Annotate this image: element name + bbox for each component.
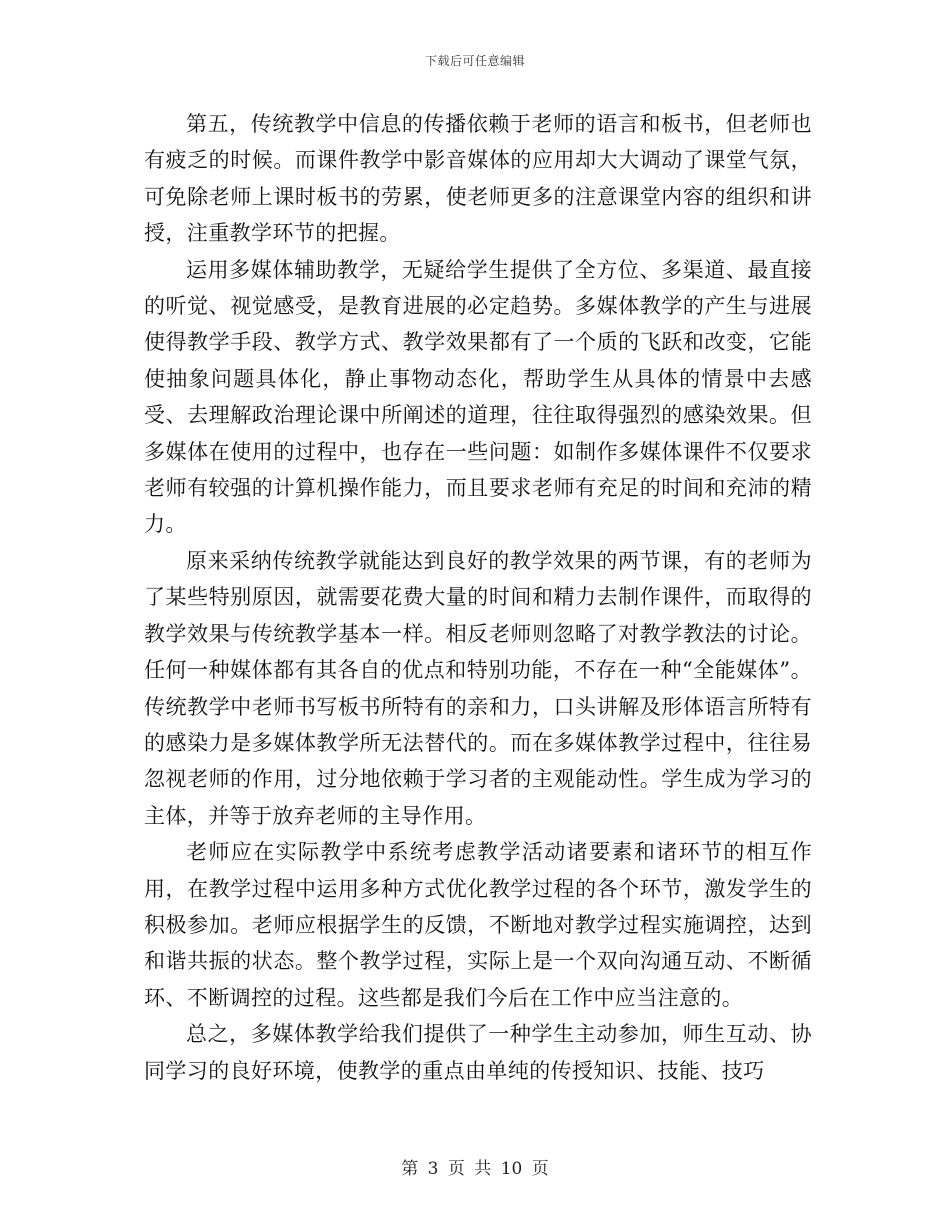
header-note: 下载后可任意编辑: [424, 54, 525, 68]
paragraph: 总之，多媒体教学给我们提供了一种学生主动参加，师生互动、协同学习的良好环境，使教学的重点由单纯的传授知识、技能、技巧: [144, 1022, 812, 1083]
paragraph: 运用多媒体辅助教学，无疑给学生提供了全方位、多渠道、最直接的听觉、视觉感受，是教育进展的必定趋势。多媒体教学的产生与进展使得教学手段、教学方式、教学效果都有了一个质的飞跃和改变，它能使抽象问题具体化，静止事物动态化，帮助学生从具体的情景中去感受、去理解政治理论课中所阐述的道理，往往取得强烈的感染效果。但多媒体在使用的过程中，也存在一些问题：如制作多媒体课件不仅要求老师有较强的计算机操作能力，而且要求老师有充足的时间和充沛的精力。: [144, 257, 812, 537]
page-number: 第 3 页 共 10 页: [401, 1159, 549, 1179]
paragraph: 第五，传统教学中信息的传播依赖于老师的语言和板书，但老师也有疲乏的时候。而课件教学中影音媒体的应用却大大调动了课堂气氛，可免除老师上课时板书的劳累，使老师更多的注意课堂内容的组织和讲授，注重教学环节的把握。: [144, 112, 812, 246]
document-body: [144, 106, 812, 1089]
paragraph: 原来采纳传统教学就能达到良好的教学效果的两节课，有的老师为了某些特别原因，就需要花费大量的时间和精力去制作课件，而取得的教学效果与传统教学基本一样。相反老师则忽略了对教学教法的讨论。任何一种媒体都有其各自的优点和特别功能，不存在一种“全能媒体”。传统教学中老师书写板书所特有的亲和力，口头讲解及形体语言所特有的感染力是多媒体教学所无法替代的。而在多媒体教学过程中，往往易忽视老师的作用，过分地依赖于学习者的主观能动性。学生成为学习的主体，并等于放弃老师的主导作用。: [144, 548, 812, 828]
paragraph: 老师应在实际教学中系统考虑教学活动诸要素和诸环节的相互作用，在教学过程中运用多种方式优化教学过程的各个环节，激发学生的积极参加。老师应根据学生的反馈，不断地对教学过程实施调控，达到和谐共振的状态。整个教学过程，实际上是一个双向沟通互动、不断循环、不断调控的过程。这些都是我们今后在工作中应当注意的。: [144, 840, 812, 1010]
